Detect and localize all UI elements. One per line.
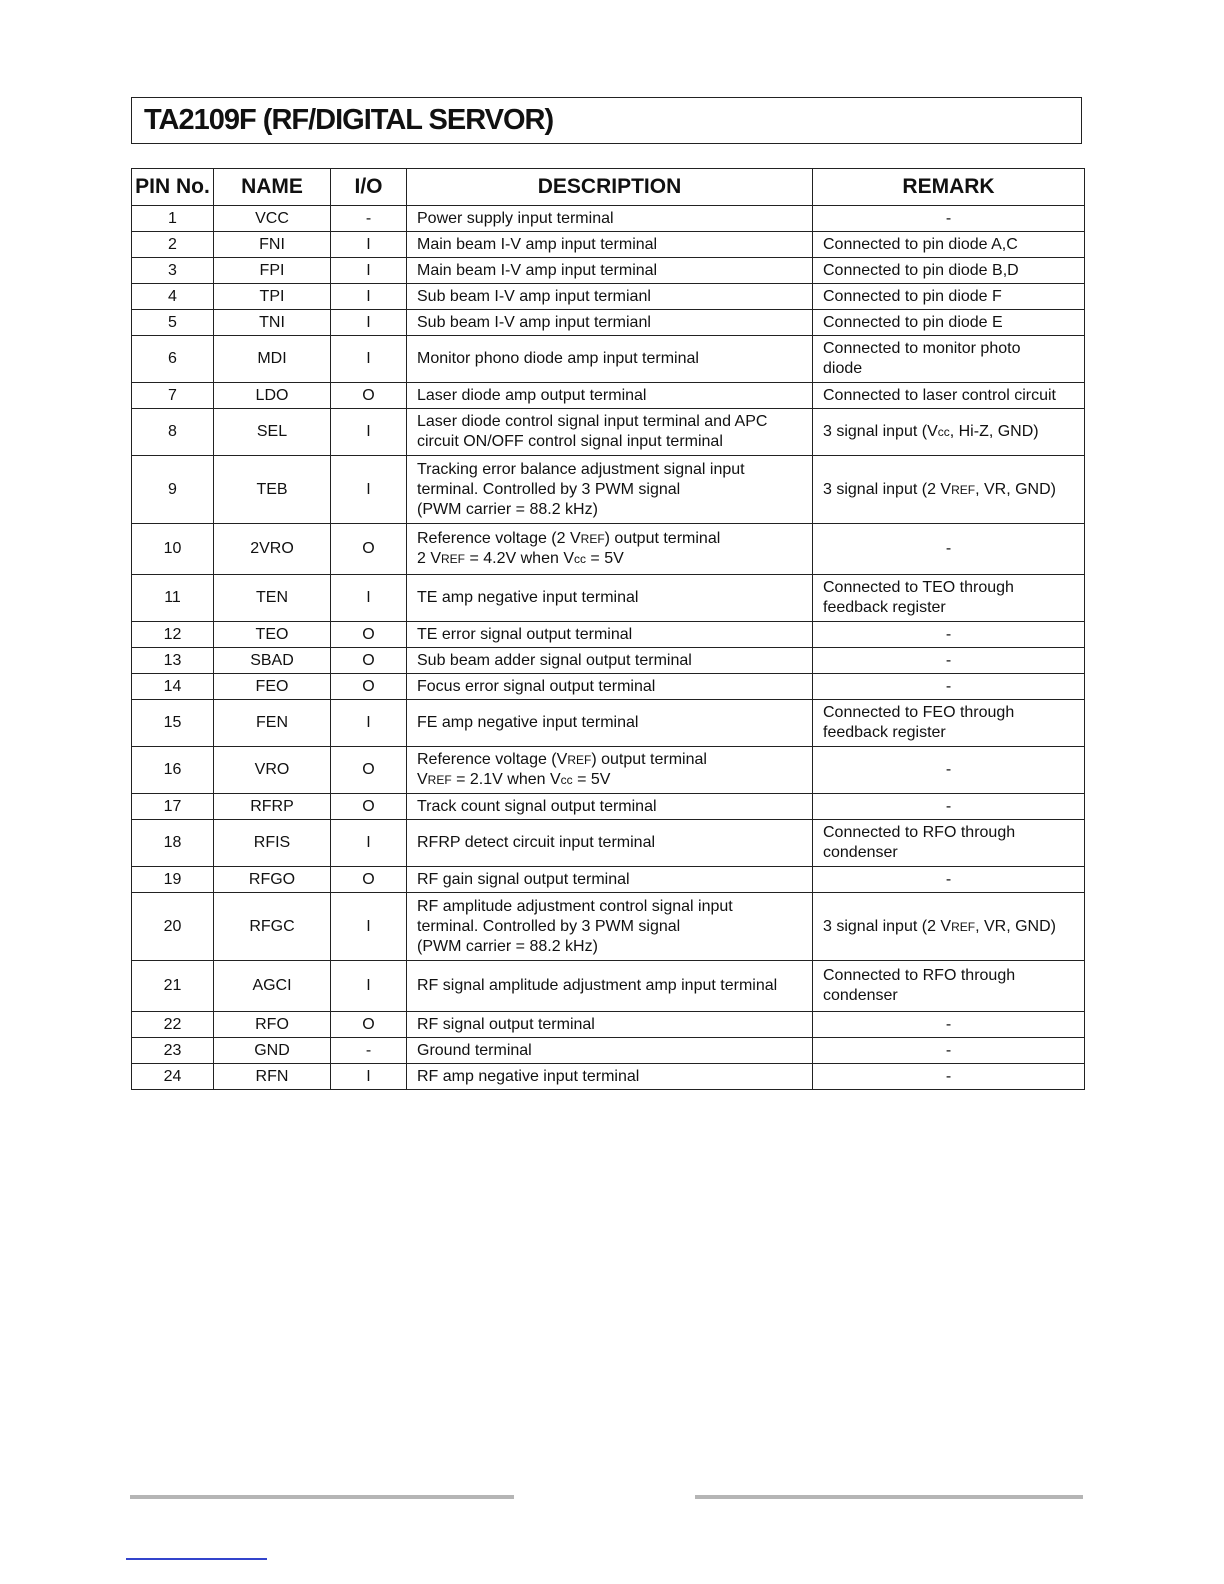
pin-name: GND — [214, 1038, 331, 1064]
pin-remark — [813, 206, 1085, 232]
footer-link-underline — [126, 1558, 267, 1560]
pin-remark — [813, 232, 1085, 258]
remark-line: - — [945, 540, 952, 557]
table-row — [132, 700, 1085, 747]
remark-line: diode — [823, 360, 863, 377]
pin-remark — [813, 336, 1085, 383]
pin-description — [407, 648, 813, 674]
pin-remark — [813, 820, 1085, 867]
pin-number: 4 — [132, 284, 214, 310]
pin-remark — [813, 258, 1085, 284]
description-line: VREF = 2.1V when Vcc = 5V — [417, 771, 611, 788]
pin-number: 22 — [132, 1012, 214, 1038]
table-row — [132, 232, 1085, 258]
remark-line: - — [945, 1041, 952, 1059]
pin-io: I — [331, 456, 407, 524]
description-line: Monitor phono diode amp input terminal — [417, 350, 699, 367]
pin-description — [407, 893, 813, 961]
table-row — [132, 258, 1085, 284]
remark-line: Connected to RFO through — [823, 824, 1016, 841]
table-row — [132, 409, 1085, 456]
pin-io: I — [331, 961, 407, 1012]
pin-io: - — [331, 1038, 407, 1064]
pin-remark — [813, 524, 1085, 575]
pin-number: 20 — [132, 893, 214, 961]
table-row — [132, 1064, 1085, 1090]
remark-line: - — [945, 1015, 952, 1033]
pin-name: SBAD — [214, 648, 331, 674]
pin-number: 23 — [132, 1038, 214, 1064]
pin-io: I — [331, 258, 407, 284]
pin-name: SEL — [214, 409, 331, 456]
pin-number: 14 — [132, 674, 214, 700]
pin-description — [407, 622, 813, 648]
table-row — [132, 674, 1085, 700]
remark-line: - — [945, 1067, 952, 1085]
description-line: Laser diode control signal input terminal and APC — [417, 413, 768, 430]
remark-line: - — [945, 677, 952, 695]
description-line: Tracking error balance adjustment signal input — [417, 460, 745, 478]
pin-number: 16 — [132, 747, 214, 794]
table-row — [132, 575, 1085, 622]
pin-name: TEO — [214, 622, 331, 648]
table-row — [132, 383, 1085, 409]
description-line: TE error signal output terminal — [417, 625, 633, 643]
pin-description — [407, 336, 813, 383]
description-line: RF amplitude adjustment control signal input — [417, 897, 733, 915]
table-row — [132, 747, 1085, 794]
description-line: (PWM carrier = 88.2 kHz) — [417, 500, 598, 518]
description-line: Sub beam I-V amp input termianl — [417, 313, 651, 331]
pin-remark — [813, 1064, 1085, 1090]
pin-name: RFRP — [214, 794, 331, 820]
remark-line: Connected to laser control circuit — [823, 386, 1056, 404]
pin-name: RFGO — [214, 867, 331, 893]
remark-line: feedback register — [823, 599, 946, 616]
pin-remark — [813, 747, 1085, 794]
table-row — [132, 893, 1085, 961]
pin-remark — [813, 284, 1085, 310]
pin-remark — [813, 674, 1085, 700]
remark-line: Connected to pin diode A,C — [823, 235, 1018, 253]
remark-line: condenser — [823, 844, 898, 861]
remark-line: feedback register — [823, 724, 946, 741]
pin-io: O — [331, 867, 407, 893]
pin-io: I — [331, 1064, 407, 1090]
pin-number: 2 — [132, 232, 214, 258]
description-line: RF signal amplitude adjustment amp input terminal — [417, 977, 778, 994]
pin-description — [407, 820, 813, 867]
table-row — [132, 206, 1085, 232]
pin-number: 10 — [132, 524, 214, 575]
pin-remark — [813, 648, 1085, 674]
description-line: (PWM carrier = 88.2 kHz) — [417, 937, 598, 955]
pin-table — [131, 168, 1085, 1090]
header-name: NAME — [214, 169, 331, 206]
pin-io: I — [331, 820, 407, 867]
pin-io: O — [331, 794, 407, 820]
remark-line: Connected to pin diode E — [823, 313, 1003, 331]
pin-io: I — [331, 700, 407, 747]
description-line: Main beam I-V amp input terminal — [417, 261, 658, 279]
pin-remark — [813, 1012, 1085, 1038]
pin-number: 17 — [132, 794, 214, 820]
description-line: Track count signal output terminal — [417, 797, 657, 815]
table-row — [132, 524, 1085, 575]
pin-description — [407, 1012, 813, 1038]
pin-description — [407, 1064, 813, 1090]
table-row — [132, 1038, 1085, 1064]
pin-description — [407, 310, 813, 336]
description-line: 2 VREF = 4.2V when Vcc = 5V — [417, 550, 624, 567]
table-row — [132, 336, 1085, 383]
pin-name: TEN — [214, 575, 331, 622]
table-row — [132, 961, 1085, 1012]
pin-io: - — [331, 206, 407, 232]
pin-remark — [813, 575, 1085, 622]
description-line: RF amp negative input terminal — [417, 1067, 640, 1085]
pin-number: 12 — [132, 622, 214, 648]
pin-name: FEO — [214, 674, 331, 700]
pin-number: 8 — [132, 409, 214, 456]
remark-line: Connected to RFO through — [823, 967, 1016, 984]
table-row — [132, 820, 1085, 867]
remark-line: Connected to TEO through — [823, 579, 1014, 596]
description-line: Main beam I-V amp input terminal — [417, 235, 658, 253]
description-line: circuit ON/OFF control signal input terminal — [417, 433, 723, 450]
pin-number: 13 — [132, 648, 214, 674]
pin-remark — [813, 794, 1085, 820]
remark-line: Connected to pin diode B,D — [823, 261, 1019, 279]
pin-io: O — [331, 648, 407, 674]
pin-name: FNI — [214, 232, 331, 258]
pin-description — [407, 961, 813, 1012]
pin-name: TEB — [214, 456, 331, 524]
pin-name: RFGC — [214, 893, 331, 961]
pin-remark — [813, 867, 1085, 893]
pin-io: O — [331, 747, 407, 794]
table-row — [132, 867, 1085, 893]
pin-name: RFIS — [214, 820, 331, 867]
pin-remark — [813, 310, 1085, 336]
pin-io: O — [331, 383, 407, 409]
pin-description — [407, 867, 813, 893]
pin-description — [407, 674, 813, 700]
remark-line: - — [945, 797, 952, 815]
remark-line: - — [945, 870, 952, 888]
pin-number: 21 — [132, 961, 214, 1012]
pin-rows — [132, 206, 1085, 1090]
pin-description — [407, 232, 813, 258]
pin-name: RFO — [214, 1012, 331, 1038]
description-line: Ground terminal — [417, 1041, 532, 1059]
pin-remark — [813, 622, 1085, 648]
pin-description — [407, 747, 813, 794]
pin-remark — [813, 961, 1085, 1012]
pin-name: 2VRO — [214, 524, 331, 575]
pin-io: I — [331, 409, 407, 456]
description-line: FE amp negative input terminal — [417, 714, 639, 731]
remark-line: Connected to pin diode F — [823, 287, 1002, 305]
pin-description — [407, 383, 813, 409]
pin-remark — [813, 700, 1085, 747]
pin-number: 19 — [132, 867, 214, 893]
pin-io: I — [331, 893, 407, 961]
description-line: terminal. Controlled by 3 PWM signal — [417, 480, 681, 498]
pin-number: 7 — [132, 383, 214, 409]
pin-name: MDI — [214, 336, 331, 383]
description-line: RF signal output terminal — [417, 1015, 595, 1033]
pin-number: 11 — [132, 575, 214, 622]
pin-name: RFN — [214, 1064, 331, 1090]
table-row — [132, 648, 1085, 674]
remark-line: 3 signal input (Vcc, Hi-Z, GND) — [823, 423, 1039, 440]
remark-line: Connected to monitor photo — [823, 340, 1021, 357]
pin-io: I — [331, 575, 407, 622]
pin-name: VCC — [214, 206, 331, 232]
pin-remark — [813, 893, 1085, 961]
description-line: Focus error signal output terminal — [417, 677, 656, 695]
remark-line: condenser — [823, 987, 898, 1004]
description-line: TE amp negative input terminal — [417, 589, 639, 606]
header-description: DESCRIPTION — [407, 169, 813, 206]
pin-number: 18 — [132, 820, 214, 867]
pin-name: LDO — [214, 383, 331, 409]
table-row — [132, 622, 1085, 648]
pin-description — [407, 575, 813, 622]
header-remark: REMARK — [813, 169, 1085, 206]
pin-number: 3 — [132, 258, 214, 284]
remark-line: Connected to FEO through — [823, 704, 1015, 721]
remark-line: 3 signal input (2 VREF, VR, GND) — [823, 480, 1056, 498]
pin-description — [407, 700, 813, 747]
description-line: terminal. Controlled by 3 PWM signal — [417, 917, 681, 935]
table-row — [132, 456, 1085, 524]
description-line: Laser diode amp output terminal — [417, 386, 647, 404]
pin-name: TPI — [214, 284, 331, 310]
table-row — [132, 1012, 1085, 1038]
header-io: I/O — [331, 169, 407, 206]
pin-io: I — [331, 310, 407, 336]
footer-rule-right — [695, 1495, 1083, 1499]
pin-io: O — [331, 622, 407, 648]
page-title: TA2109F (RF/DIGITAL SERVOR) — [144, 104, 554, 136]
pin-description — [407, 456, 813, 524]
pin-description — [407, 284, 813, 310]
pin-name: VRO — [214, 747, 331, 794]
header-pin-no: PIN No. — [132, 169, 214, 206]
pin-name: FPI — [214, 258, 331, 284]
pin-name: AGCI — [214, 961, 331, 1012]
description-line: Reference voltage (VREF) output terminal — [417, 751, 707, 768]
pin-description — [407, 1038, 813, 1064]
description-line: RF gain signal output terminal — [417, 870, 630, 888]
pin-io: O — [331, 674, 407, 700]
pin-number: 24 — [132, 1064, 214, 1090]
description-line: Power supply input terminal — [417, 209, 614, 227]
title-box — [131, 97, 1082, 144]
table-row — [132, 310, 1085, 336]
pin-description — [407, 206, 813, 232]
description-line: RFRP detect circuit input terminal — [417, 834, 656, 851]
pin-description — [407, 409, 813, 456]
pin-number: 1 — [132, 206, 214, 232]
remark-line: 3 signal input (2 VREF, VR, GND) — [823, 917, 1056, 935]
description-line: Sub beam I-V amp input termianl — [417, 287, 651, 305]
pin-io: O — [331, 1012, 407, 1038]
pin-remark — [813, 409, 1085, 456]
table-header-row — [132, 169, 1085, 206]
description-line: Reference voltage (2 VREF) output terminal — [417, 530, 721, 547]
table-row — [132, 794, 1085, 820]
pin-number: 9 — [132, 456, 214, 524]
pin-io: I — [331, 336, 407, 383]
footer-rule-left — [130, 1495, 514, 1499]
pin-io: I — [331, 284, 407, 310]
pin-name: TNI — [214, 310, 331, 336]
pin-io: I — [331, 232, 407, 258]
pin-name: FEN — [214, 700, 331, 747]
pin-remark — [813, 1038, 1085, 1064]
description-line: Sub beam adder signal output terminal — [417, 651, 692, 669]
pin-remark — [813, 456, 1085, 524]
pin-number: 5 — [132, 310, 214, 336]
pin-remark — [813, 383, 1085, 409]
pin-description — [407, 794, 813, 820]
table-row — [132, 284, 1085, 310]
pin-io: O — [331, 524, 407, 575]
pin-description — [407, 524, 813, 575]
pin-number: 6 — [132, 336, 214, 383]
remark-line: - — [945, 761, 952, 778]
pin-number: 15 — [132, 700, 214, 747]
remark-line: - — [945, 651, 952, 669]
remark-line: - — [945, 625, 952, 643]
remark-line: - — [945, 209, 952, 227]
pin-description — [407, 258, 813, 284]
